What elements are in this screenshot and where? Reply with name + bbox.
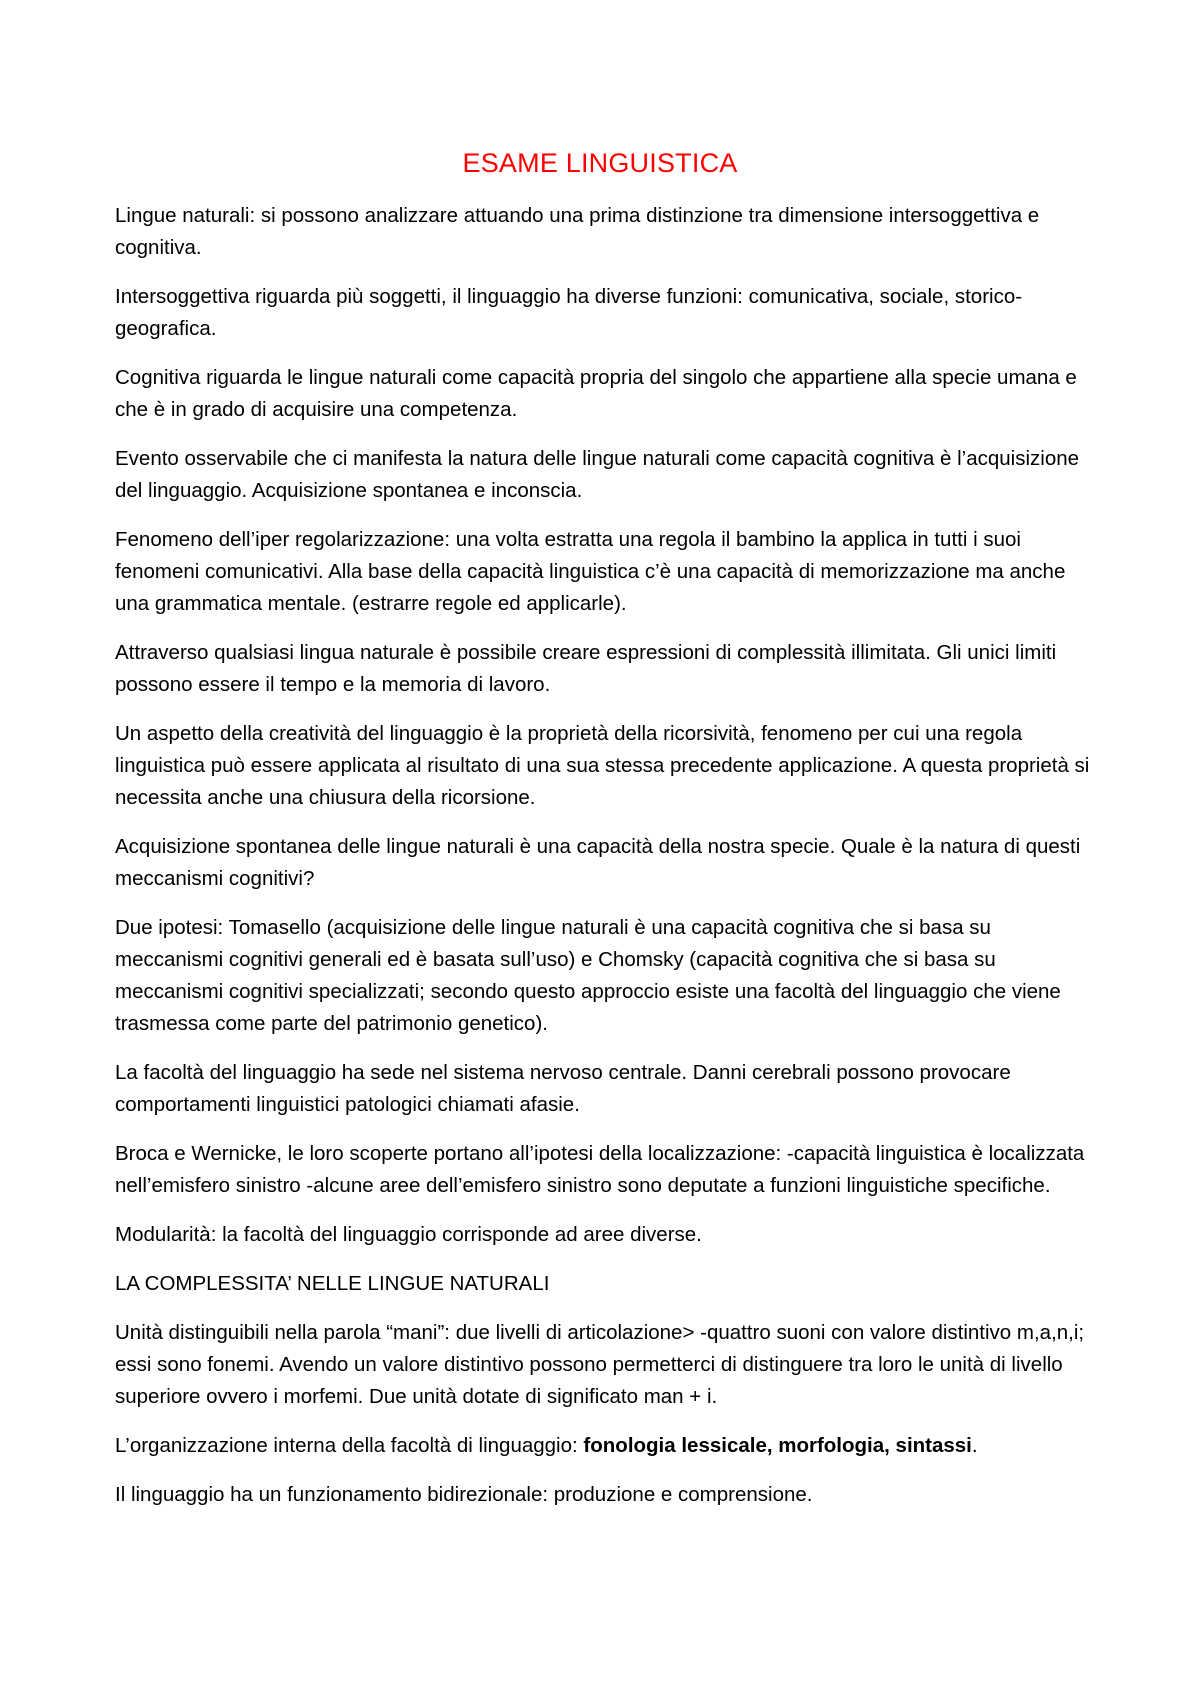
paragraph-funzionamento-bidirezionale: Il linguaggio ha un funzionamento bidirezionale: produzione e comprensione. [115, 1483, 813, 1506]
paragraph-modularita: Modularità: la facoltà del linguaggio corrisponde ad aree diverse. [115, 1223, 702, 1246]
document-body [115, 200, 1100, 1528]
paragraph-evento-osservabile: Evento osservabile che ci manifesta la natura delle lingue naturali come capacità cognitiva è l’acquisizione del linguaggio. Acquisizione spontanea e inconscia. [115, 447, 1080, 502]
paragraph-acquisizione-spontanea: Acquisizione spontanea delle lingue naturali è una capacità della nostra specie. Quale è la natura di questi meccanismi cognitivi? [115, 835, 1081, 890]
paragraph-iper-regolarizzazione: Fenomeno dell’iper regolarizzazione: una volta estratta una regola il bambino la applica in tutti i suoi fenomeni comunicativi. Alla base della capacità linguistica c’è una capacità di memorizzazione ma anche una grammatica mentale. (estrarre regole ed applicarle). [115, 528, 1066, 615]
paragraph-ricorsivita: Un aspetto della creatività del linguaggio è la proprietà della ricorsività, fenomeno per cui una regola linguistica può essere applicata al risultato di una sua stessa precedente applicazione. A questa proprietà si necessita anche una chiusura della ricorsione. [115, 722, 1090, 809]
paragraph-complessita-illimitata: Attraverso qualsiasi lingua naturale è possibile creare espressioni di complessità illimitata. Gli unici limiti possono essere il tempo e la memoria di lavoro. [115, 641, 1057, 696]
paragraph-broca-wernicke: Broca e Wernicke, le loro scoperte portano all’ipotesi della localizzazione: -capacità linguistica è localizzata nell’emisfero sinistro -alcune aree dell’emisfero sinistro sono deputate a funzioni linguistiche specifiche. [115, 1142, 1085, 1197]
paragraph-due-ipotesi: Due ipotesi: Tomasello (acquisizione delle lingue naturali è una capacità cognitiva che si basa su meccanismi cognitivi generali ed è basata sull’uso) e Chomsky (capacità cognitiva che si basa su meccanismi cognitivi specializzati; secondo questo approccio esiste una facoltà del linguaggio che viene trasmessa come parte del patrimonio genetico). [115, 916, 1061, 1035]
paragraph-cognitiva: Cognitiva riguarda le lingue naturali come capacità propria del singolo che appartiene alla specie umana e che è in grado di acquisire una competenza. [115, 366, 1077, 421]
section-heading-complessita: LA COMPLESSITA’ NELLE LINGUE NATURALI [115, 1272, 550, 1295]
paragraph-organizzazione-interna [115, 1430, 1100, 1462]
paragraph-facolta-linguaggio: La facoltà del linguaggio ha sede nel sistema nervoso centrale. Danni cerebrali possono provocare comportamenti linguistici patologici chiamati afasie. [115, 1061, 1011, 1116]
organization-prefix: L’organizzazione interna della facoltà di linguaggio: [115, 1434, 584, 1457]
document-title: ESAME LINGUISTICA [462, 148, 738, 178]
paragraph-intersoggettiva: Intersoggettiva riguarda più soggetti, il linguaggio ha diverse funzioni: comunicativa, sociale, storico-geografica. [115, 285, 1023, 340]
organization-bold-terms: fonologia lessicale, morfologia, sintassi [583, 1434, 972, 1457]
organization-suffix: . [971, 1434, 978, 1457]
paragraph-unita-distinguibili: Unità distinguibili nella parola “mani”: due livelli di articolazione> -quattro suoni con valore distintivo m,a,n,i; essi sono fonemi. Avendo un valore distintivo possono permetterci di distinguere tra loro le unità di livello superiore ovvero i morfemi. Due unità dotate di significato man + i. [115, 1321, 1085, 1408]
paragraph-lingue-naturali: Lingue naturali: si possono analizzare attuando una prima distinzione tra dimensione intersoggettiva e cognitiva. [115, 204, 1040, 259]
